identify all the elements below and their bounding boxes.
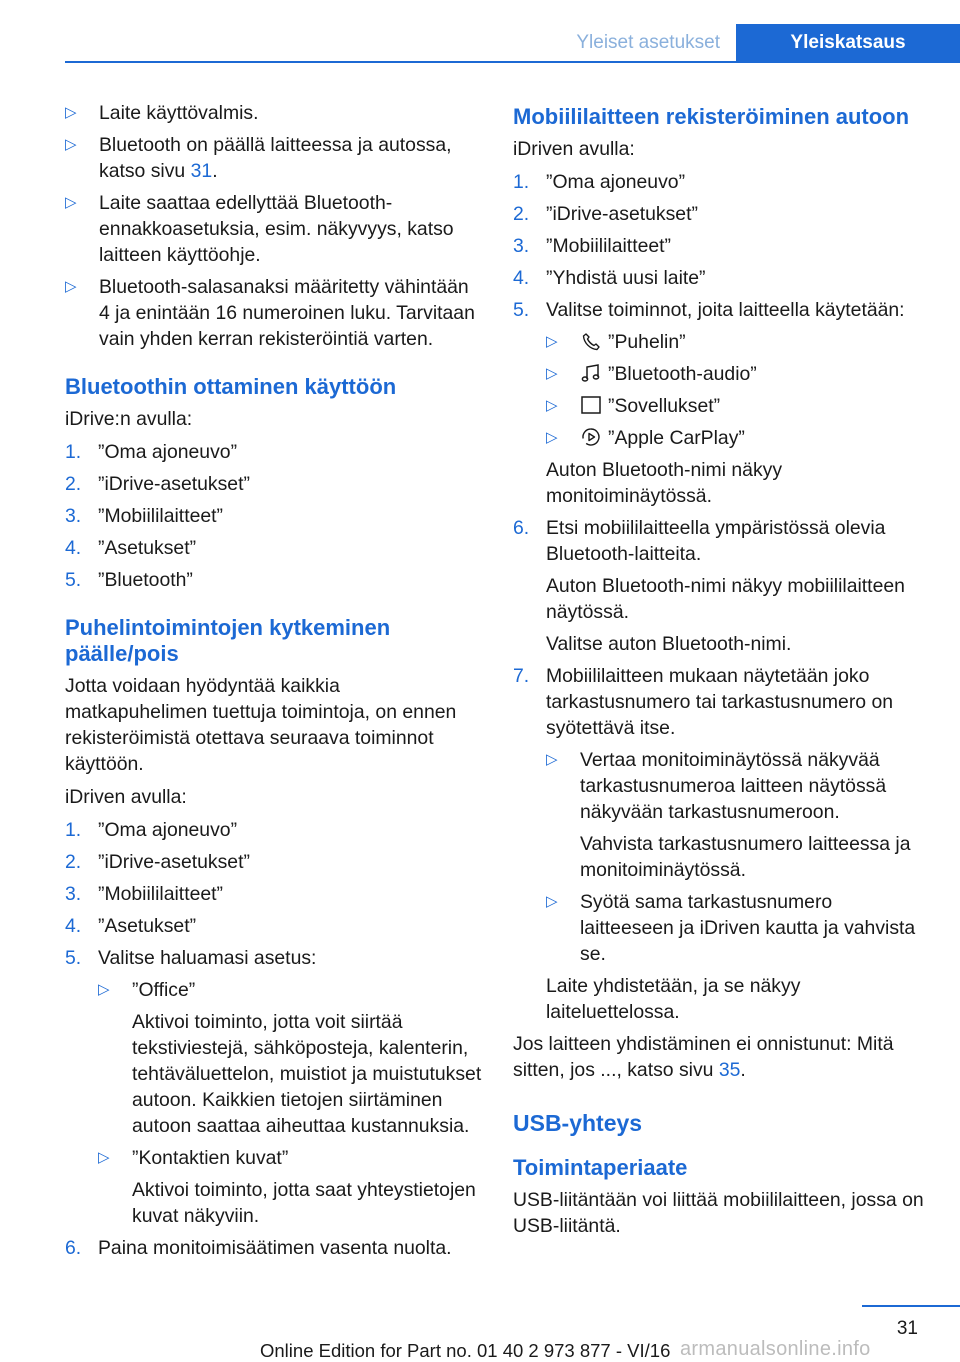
list-item: [98, 977, 483, 1139]
step-number: 3.: [65, 883, 82, 905]
step-note: Laite yhdistetään, ja se näkyy laiteluettelossa.: [546, 975, 801, 1023]
header-active-tab[interactable]: Yleiskatsaus: [736, 24, 960, 63]
bullet-text: Syötä sama tarkastusnumero laitteeseen ja iDriven kautta ja vahvista se.: [580, 891, 916, 965]
step-text: ”Mobiililaitteet”: [98, 505, 223, 527]
option-label: ”Apple CarPlay”: [608, 427, 745, 449]
sub-list: [546, 747, 931, 967]
list-item: [546, 747, 931, 883]
step-text: ”Yhdistä uusi laite”: [546, 267, 706, 289]
step-text: Paina monitoimisäätimen vasenta nuolta.: [98, 1237, 452, 1259]
step-text: ”Bluetooth”: [98, 569, 193, 591]
phone-icon: [580, 331, 602, 351]
music-note-icon: [580, 363, 602, 383]
option-label: ”Puhelin”: [608, 331, 686, 353]
option-title: ”Office”: [132, 979, 196, 1001]
step-number: 3.: [65, 505, 82, 527]
step-note: Auton Bluetooth-nimi näkyy mobiililaitteen näytössä.: [546, 575, 905, 623]
step-item: [65, 849, 483, 875]
page-number: 31: [896, 1318, 918, 1339]
right-column: [513, 100, 931, 1246]
step-note: Valitse auton Bluetooth-nimi.: [546, 633, 792, 655]
bullet-marker: ▷: [65, 194, 77, 211]
paragraph: USB-liitäntään voi liittää mobiililaitteen, jossa on USB-liitäntä.: [513, 1189, 924, 1237]
punctuation: .: [212, 160, 218, 182]
list-item: [546, 361, 931, 387]
bullet-marker: ▷: [65, 136, 77, 153]
list-item: [546, 889, 931, 967]
option-description: Aktivoi toiminto, jotta saat yhteystietojen kuvat näkyviin.: [132, 1179, 476, 1227]
paragraph: Jotta voidaan hyödyntää kaikkia matkapuhelimen tuettuja toimintoja, on ennen rekisteröimistä otettava seuraava toiminnot käyttöön.: [65, 675, 457, 775]
intro-text: iDrive:n avulla:: [65, 408, 193, 430]
step-item: [65, 881, 483, 907]
step-text: ”iDrive-asetukset”: [98, 473, 250, 495]
option-label: ”Bluetooth-audio”: [608, 363, 757, 385]
chapter-heading: USB-yhteys: [513, 1110, 643, 1136]
bullet-marker: ▷: [98, 981, 110, 998]
step-item: [65, 535, 483, 561]
play-circle-icon: [580, 427, 602, 447]
bullet-marker: ▷: [98, 1149, 110, 1166]
bullet-marker: ▷: [546, 397, 558, 414]
bullet-marker: ▷: [65, 278, 77, 295]
step-item: [513, 663, 931, 1025]
section-heading: Puhelintoimintojen kytkeminen päälle/pois: [65, 615, 391, 666]
step-number: 4.: [513, 267, 530, 289]
list-item: [65, 190, 483, 268]
list-item: [65, 132, 483, 184]
step-text: Mobiililaitteen mukaan näytetään joko tarkastusnumero tai tarkastusnumero on syötettävä itse.: [546, 665, 894, 739]
step-number: 5.: [65, 569, 82, 591]
step-number: 5.: [65, 947, 82, 969]
bullet-marker: ▷: [546, 751, 558, 768]
intro-text: iDriven avulla:: [513, 138, 635, 160]
section-heading: Mobiililaitteen rekisteröiminen autoon: [513, 104, 910, 129]
step-item: [65, 567, 483, 593]
step-text: ”iDrive-asetukset”: [546, 203, 698, 225]
step-text: Etsi mobiililaitteella ympäristössä olevia Bluetooth-laitteita.: [546, 517, 886, 565]
step-number: 1.: [65, 441, 82, 463]
step-item: [513, 265, 931, 291]
list-item: [65, 100, 483, 126]
section-heading: Toimintaperiaate: [513, 1155, 688, 1180]
list-item: [546, 329, 931, 355]
footer-rule: [862, 1305, 960, 1307]
step-number: 5.: [513, 299, 530, 321]
step-number: 7.: [513, 665, 530, 687]
option-label: ”Sovellukset”: [608, 395, 721, 417]
step-text: ”Asetukset”: [98, 537, 197, 559]
step-text: ”Asetukset”: [98, 915, 197, 937]
step-item: [65, 1235, 483, 1261]
step-item: [513, 297, 931, 509]
step-text: Valitse toiminnot, joita laitteella käytetään:: [546, 299, 905, 321]
step-text: ”Mobiililaitteet”: [546, 235, 671, 257]
step-number: 6.: [513, 517, 530, 539]
step-text: Valitse haluamasi asetus:: [98, 947, 317, 969]
sub-list: [98, 977, 483, 1229]
list-item: [98, 1145, 483, 1229]
apps-icon: [580, 395, 602, 415]
step-number: 3.: [513, 235, 530, 257]
step-item: [65, 913, 483, 939]
step-item: [513, 169, 931, 195]
watermark: armanualsonline.info: [680, 1338, 871, 1360]
bullet-text: Bluetooth-salasanaksi määritetty vähintään 4 ja enintään 16 numeroinen luku. Tarvitaan vain yhden kerran rekisteröintiä varten.: [99, 276, 475, 350]
page-link[interactable]: 35: [718, 1059, 741, 1081]
page-link[interactable]: 31: [190, 160, 213, 182]
bullet-marker: ▷: [546, 333, 558, 350]
step-note: Auton Bluetooth-nimi näkyy monitoiminäytössä.: [546, 459, 783, 507]
step-number: 1.: [513, 171, 530, 193]
step-item: [513, 233, 931, 259]
edition-text: Online Edition for Part no. 01 40 2 973 877 - VI/16: [260, 1340, 671, 1361]
bullet-marker: ▷: [546, 893, 558, 910]
option-title: ”Kontaktien kuvat”: [132, 1147, 289, 1169]
header-section-title: Yleiset asetukset: [576, 32, 720, 53]
step-item: [65, 945, 483, 1229]
fail-text: Jos laitteen yhdistäminen ei onnistunut: Mitä sitten, jos ..., katso sivu: [513, 1033, 894, 1081]
bullet-marker: ▷: [546, 365, 558, 382]
bullet-text: Vertaa monitoiminäytössä näkyvää tarkastusnumeroa laitteen näytössä näkyvään tarkastusnumeroon.: [580, 749, 887, 823]
step-number: 1.: [65, 819, 82, 841]
step-text: ”Mobiililaitteet”: [98, 883, 223, 905]
step-text: ”Oma ajoneuvo”: [98, 441, 238, 463]
step-item: [513, 515, 931, 657]
step-number: 6.: [65, 1237, 82, 1259]
bullet-text: Laite saattaa edellyttää Bluetooth-ennakkoasetuksia, esim. näkyvyys, katso laitteen käyttöohje.: [99, 192, 454, 266]
bullet-marker: ▷: [546, 429, 558, 446]
step-item: [65, 817, 483, 843]
step-number: 4.: [65, 537, 82, 559]
step-number: 2.: [65, 851, 82, 873]
section-heading: Bluetoothin ottaminen käyttöön: [65, 374, 397, 399]
step-item: [65, 439, 483, 465]
step-item: [513, 201, 931, 227]
option-description: Aktivoi toiminto, jotta voit siirtää tekstiviestejä, sähköposteja, kalenterin, tehtäväluettelon, muistiot ja muistutukset autoon. Kaikkien tietojen siirtäminen autoon saattaa aiheuttaa kustannuksia.: [132, 1011, 482, 1137]
step-number: 4.: [65, 915, 82, 937]
intro-text: iDriven avulla:: [65, 786, 187, 808]
left-column: [65, 100, 483, 1267]
bullet-marker: ▷: [65, 104, 77, 121]
step-text: ”Oma ajoneuvo”: [98, 819, 238, 841]
bullet-text: Laite käyttövalmis.: [99, 102, 259, 124]
bullet-text: Bluetooth on päällä laitteessa ja autossa, katso sivu: [99, 134, 452, 182]
list-item: [546, 425, 931, 451]
step-text: ”iDrive-asetukset”: [98, 851, 250, 873]
bullet-note: Vahvista tarkastusnumero laitteessa ja monitoiminäytössä.: [580, 833, 911, 881]
list-item: [546, 393, 931, 419]
list-item: [65, 274, 483, 352]
paragraph: [513, 1031, 931, 1083]
step-number: 2.: [513, 203, 530, 225]
step-number: 2.: [65, 473, 82, 495]
step-text: ”Oma ajoneuvo”: [546, 171, 686, 193]
punctuation: .: [740, 1059, 746, 1081]
step-item: [65, 471, 483, 497]
step-item: [65, 503, 483, 529]
sub-list: [546, 329, 931, 451]
